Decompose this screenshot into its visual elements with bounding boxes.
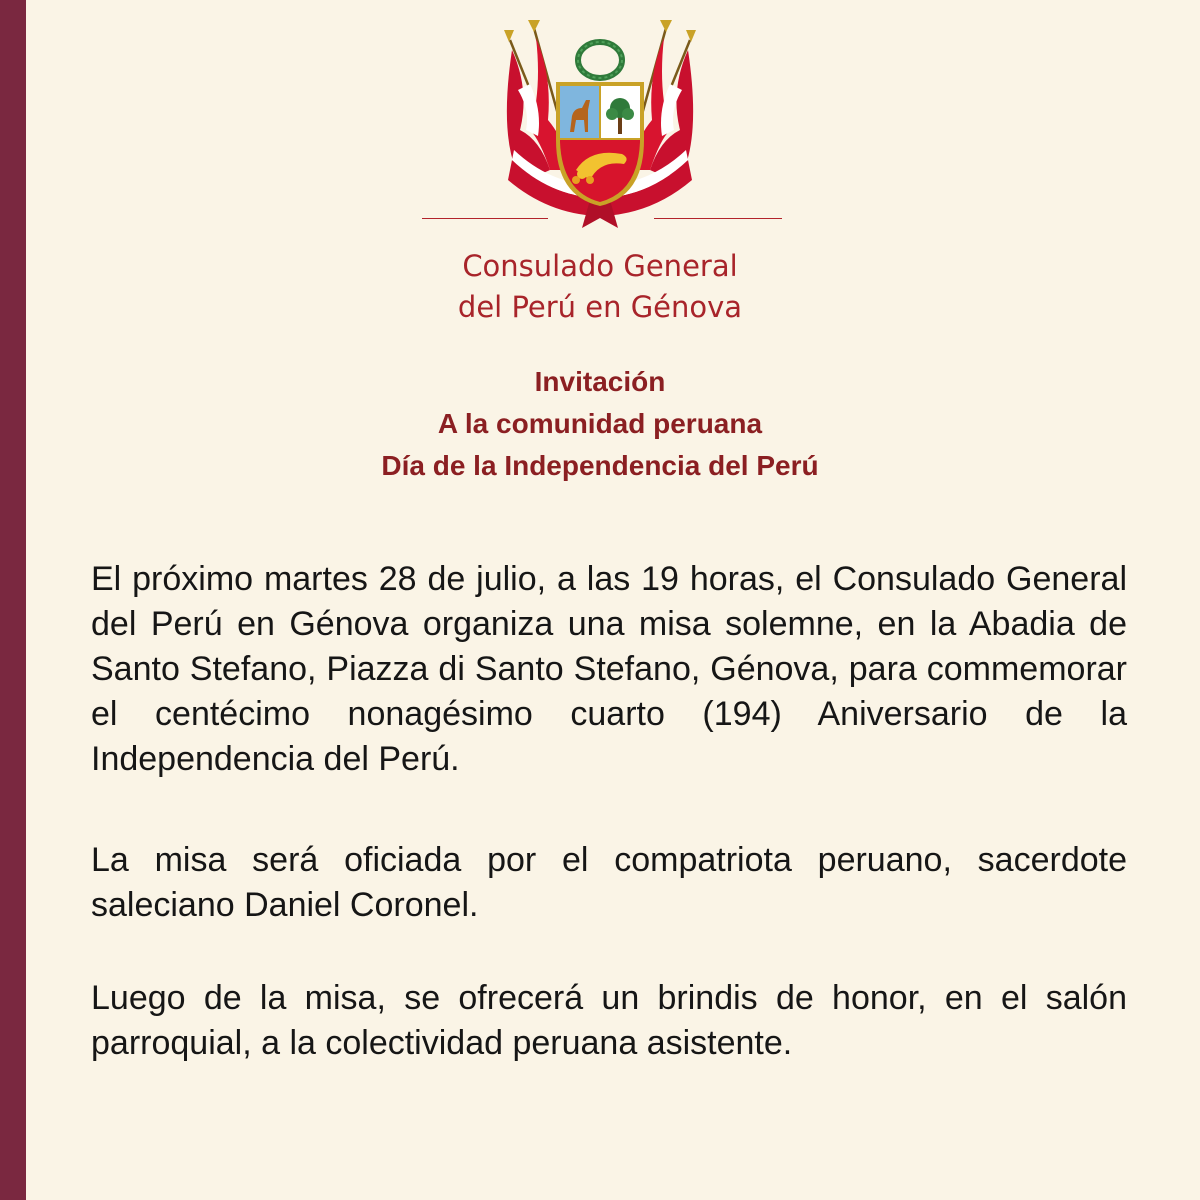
heading-audience: A la comunidad peruana bbox=[437, 408, 763, 439]
paragraph-event-details: El próximo martes 28 de julio, a las 19 horas, el Consulado General del Perú en Génova organiza una misa solemne, en la Abadia de Santo Stefano, Piazza di Santo Stefano, Génova, para commemorar el centécimo nonagésimo cuarto (194) Aniversario de la Independencia del Perú. bbox=[91, 560, 1127, 778]
peru-coat-of-arms-icon bbox=[490, 20, 710, 232]
paragraph-reception: Luego de la misa, se ofrecerá un brindis de honor, en el salón parroquial, a la colectividad peruana asistente. bbox=[91, 979, 1127, 1062]
issuer-line-2: del Perú en Génova bbox=[457, 290, 743, 324]
shield bbox=[556, 82, 644, 206]
heading-occasion: Día de la Independencia del Perú bbox=[381, 450, 819, 481]
side-bar bbox=[0, 0, 26, 1200]
heading-title: Invitación bbox=[534, 366, 666, 397]
paragraph-officiant: La misa será oficiada por el compatriota peruano, sacerdote saleciano Daniel Coronel. bbox=[91, 841, 1127, 924]
divider-left bbox=[422, 218, 548, 219]
issuer-line-1: Consulado General bbox=[462, 249, 738, 283]
divider-right bbox=[654, 218, 782, 219]
